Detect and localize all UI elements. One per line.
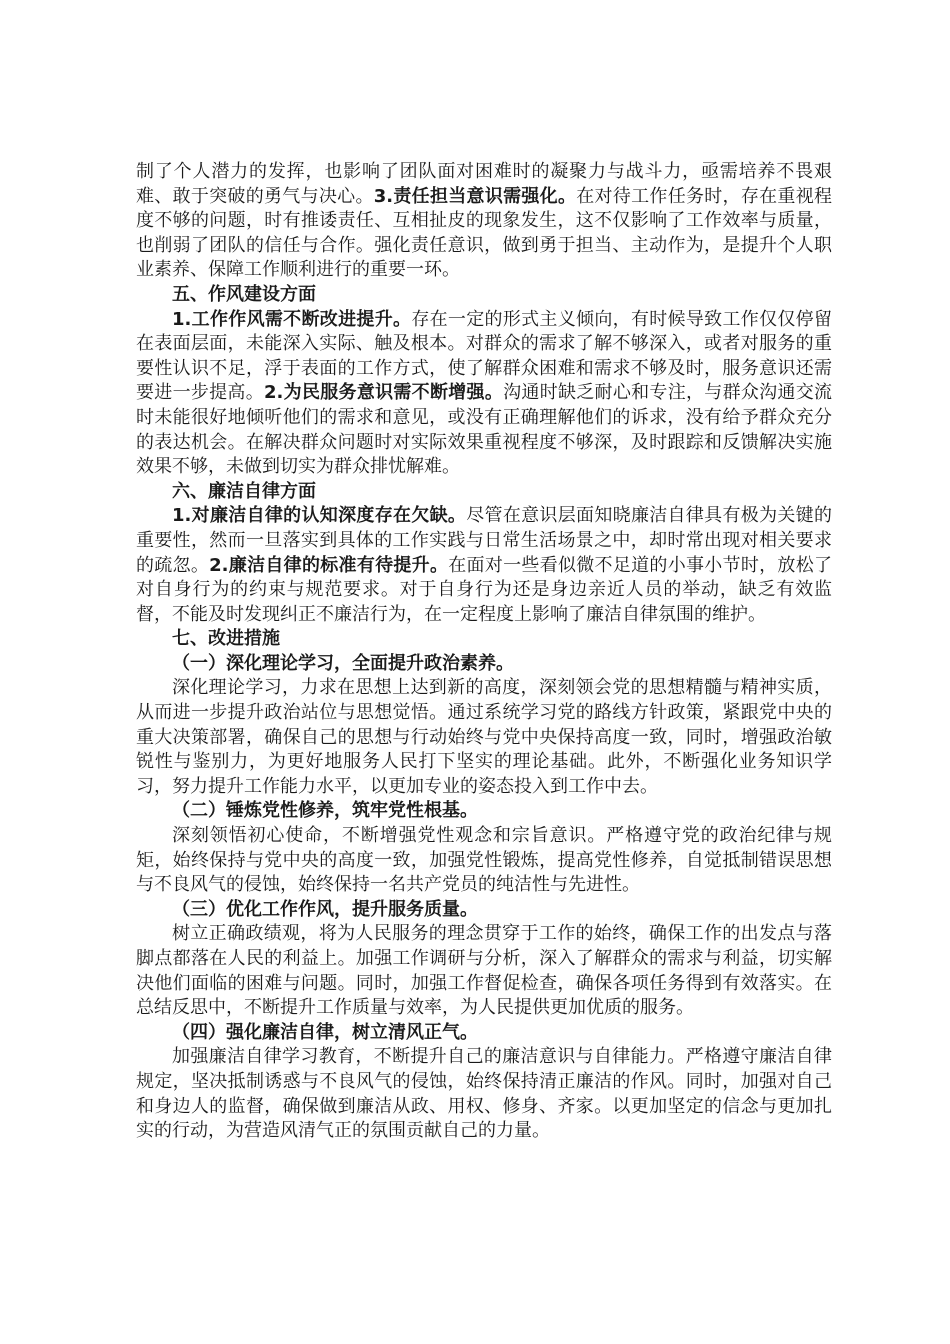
section-heading-6: 六、廉洁自律方面 xyxy=(172,480,316,502)
para-text: 在面对一些看似微不足道的小事小节时，放松了对自身行为的约束与规范要求。对于自身行为还是身边亲近人员的举动，缺乏有效监督，不能及时发现纠正不廉洁行为，在一定程度上影响了廉洁自律氛围的维护。 xyxy=(136,554,833,625)
para-text: 在对待工作任务时，存在重视程度不够的问题，时有推诿责任、互相扯皮的现象发生，这不仅影响了工作效率与质量，也削弱了团队的信任与合作。强化责任意识，做到勇于担当、主动作为，是提升个人职业素养、保障工作顺利进行的重要一环。 xyxy=(136,185,832,281)
paragraph-continuation xyxy=(136,160,832,283)
bold-lead: 1.工作作风需不断改进提升。 xyxy=(172,308,412,330)
para-text: 存在一定的形式主义倾向，有时候导致工作仅仅停留在表面层面，未能深入实际、触及根本。对群众的需求了解不够深入，或者对服务的重要性认识不足，浮于表面的工作方式，使了解群众困难和需求不够及时，服务意识还需要进一步提高。 xyxy=(136,308,832,404)
para-text: 沟通时缺乏耐心和专注，与群众沟通交流时未能很好地倾听他们的需求和意见，或没有正确理解他们的诉求，没有给予群众充分的表达机会。在解决群众问题时对实际效果重视程度不够深，及时跟踪和反馈解决实施效果不够，未做到切实为群众排忧解难。 xyxy=(136,382,833,478)
measure-body-4: 加强廉洁自律学习教育，不断提升自己的廉洁意识与自律能力。严格遵守廉洁自律规定，坚决抵制诱惑与不良风气的侵蚀，始终保持清正廉洁的作风。同时，加强对自己和身边人的监督，确保做到廉洁从政、用权、修身、齐家。以更加坚定的信念与更加扎实的行动，为营造风清气正的氛围贡献自己的力量。 xyxy=(136,1046,832,1142)
measure-body-2: 深刻领悟初心使命，不断增强党性观念和宗旨意识。严格遵守党的政治纪律与规矩，始终保持与党中央的高度一致，加强党性锻炼，提高党性修养，自觉抵制错误思想与不良风气的侵蚀，始终保持一名共产党员的纯洁性与先进性。 xyxy=(136,825,832,896)
section-heading-5: 五、作风建设方面 xyxy=(172,283,316,305)
bold-lead: 2.为民服务意识需不断增强。 xyxy=(264,382,504,404)
bold-lead: 2.廉洁自律的标准有待提升。 xyxy=(209,554,449,576)
paragraph-style xyxy=(136,308,832,480)
paragraph-integrity xyxy=(136,504,832,627)
measure-body-1: 深化理论学习，力求在思想上达到新的高度，深刻领会党的思想精髓与精神实质，从而进一步提升政治站位与思想觉悟。通过系统学习党的路线方针政策，紧跟党中央的重大决策部署，确保自己的思想与行动始终与党中央保持高度一致，同时，增强政治敏锐性与鉴别力，为更好地服务人民打下坚实的理论基础。此外，不断强化业务知识学习，努力提升工作能力水平，以更加专业的姿态投入到工作中去。 xyxy=(136,677,832,797)
para-text: 尽管在意识层面知晓廉洁自律具有极为关键的重要性，然而一旦落实到具体的工作实践与日常生活场景之中，却时常出现对相关要求的疏忽。 xyxy=(136,505,832,576)
measure-title-1: （一）深化理论学习，全面提升政治素养。 xyxy=(172,652,514,674)
measure-title-4: （四）强化廉洁自律，树立清风正气。 xyxy=(172,1021,478,1043)
measure-title-2: （二）锤炼党性修养，筑牢党性根基。 xyxy=(172,800,478,822)
bold-lead: 1.对廉洁自律的认知深度存在欠缺。 xyxy=(172,505,467,527)
document-page xyxy=(136,160,832,1144)
para-text: 制了个人潜力的发挥，也影响了团队面对困难时的凝聚力与战斗力，亟需培养不畏艰难、敢于突破的勇气与决心。 xyxy=(136,161,832,207)
measure-title-3: （三）优化工作作风，提升服务质量。 xyxy=(172,898,478,920)
section-heading-7: 七、改进措施 xyxy=(172,628,280,650)
measure-body-3: 树立正确政绩观，将为人民服务的理念贯穿于工作的始终，确保工作的出发点与落脚点都落在人民的利益上。加强工作调研与分析，深入了解群众的需求与利益，切实解决他们面临的困难与问题。同时，加强工作督促检查，确保各项任务得到有效落实。在总结反思中，不断提升工作质量与效率，为人民提供更加优质的服务。 xyxy=(136,923,832,1019)
bold-lead: 3.责任担当意识需强化。 xyxy=(373,185,577,207)
